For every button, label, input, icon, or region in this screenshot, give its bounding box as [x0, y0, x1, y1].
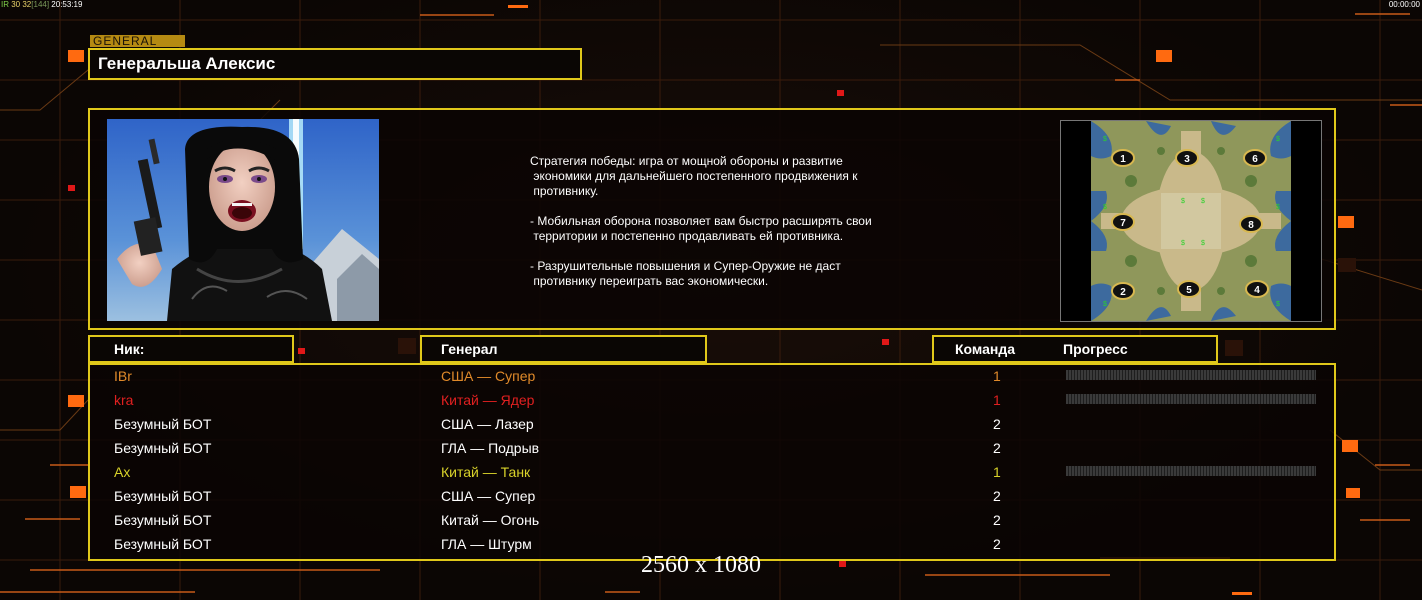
player-team: 2	[993, 440, 1001, 456]
column-header-nick-label: Ник:	[114, 341, 145, 357]
start-position-label: 4	[1254, 285, 1260, 296]
svg-text:$: $	[1276, 136, 1280, 143]
player-team: 1	[993, 464, 1001, 480]
hud-stat-c: [144]	[31, 0, 50, 9]
column-header-team-label: Команда	[955, 341, 1015, 357]
svg-text:$: $	[1201, 198, 1205, 205]
player-general: США — Супер	[441, 368, 536, 384]
player-nick: Безумный БОТ	[114, 512, 212, 528]
player-nick: Безумный БОТ	[114, 536, 212, 552]
table-row[interactable]	[90, 486, 1334, 510]
start-position-label: 2	[1120, 287, 1126, 298]
hud-timer: 00:00:00	[1388, 0, 1420, 9]
player-nick: Безумный БОТ	[114, 488, 212, 504]
player-nick: IBr	[114, 368, 132, 384]
player-team: 2	[993, 512, 1001, 528]
player-team: 2	[993, 488, 1001, 504]
player-general: Китай — Огонь	[441, 512, 540, 528]
players-table	[88, 363, 1336, 561]
table-row[interactable]	[90, 438, 1334, 462]
hud-stat-b: 30 32	[11, 0, 32, 9]
column-header-general[interactable]	[420, 335, 707, 363]
start-position-label: 1	[1120, 154, 1126, 165]
svg-text:$: $	[1181, 240, 1185, 247]
player-nick: Безумный БОТ	[114, 440, 212, 456]
player-team: 1	[993, 368, 1001, 384]
column-header-general-label: Генерал	[441, 341, 498, 357]
player-nick: Ax	[114, 464, 131, 480]
table-row[interactable]	[90, 462, 1334, 486]
general-description: Стратегия победы: игра от мощной обороны и развитие экономики для дальнейшего постепенного продвижения к противнику. - Мобильная оборона позволяет вам быстро расширять свои территории и постепенно продавливать ей противника. - Разрушительные повышения и Супер-Оружие не даст противнику переиграть вас экономически.	[530, 154, 872, 288]
start-position-label: 3	[1184, 154, 1190, 165]
hud-clock: 20:53:19	[51, 0, 83, 9]
player-progress-bar	[1066, 394, 1316, 404]
player-team: 2	[993, 536, 1001, 552]
column-header-nick[interactable]	[88, 335, 294, 363]
player-team: 1	[993, 392, 1001, 408]
table-row[interactable]	[90, 510, 1334, 534]
start-position-label: 8	[1248, 220, 1254, 231]
table-row[interactable]	[90, 390, 1334, 414]
svg-text:$: $	[1181, 198, 1185, 205]
player-team: 2	[993, 416, 1001, 432]
svg-text:$: $	[1103, 301, 1107, 308]
svg-text:$: $	[1276, 301, 1280, 308]
start-position-label: 6	[1252, 154, 1258, 165]
player-general: США — Лазер	[441, 416, 534, 432]
svg-text:$: $	[1276, 204, 1280, 211]
start-position-label: 7	[1120, 218, 1126, 229]
resolution-label: 2560 x 1080	[641, 552, 761, 578]
start-position-label: 5	[1186, 285, 1192, 296]
column-header-progress-label: Прогресс	[1063, 341, 1128, 357]
player-general: Китай — Танк	[441, 464, 531, 480]
column-header-team-progress[interactable]	[932, 335, 1218, 363]
hud-stats	[1, 0, 82, 9]
player-general: Китай — Ядер	[441, 392, 535, 408]
player-nick: Безумный БОТ	[114, 416, 212, 432]
general-name: Генеральша Алексис	[98, 54, 276, 73]
player-progress-bar	[1066, 370, 1316, 380]
svg-text:$: $	[1201, 240, 1205, 247]
table-row[interactable]	[90, 366, 1334, 390]
player-general: США — Супер	[441, 488, 536, 504]
general-tag: GENERAL	[90, 35, 185, 47]
table-row[interactable]	[90, 414, 1334, 438]
general-name-panel	[88, 48, 582, 80]
general-info-panel	[88, 108, 1336, 330]
player-general: ГЛА — Подрыв	[441, 440, 540, 456]
minimap	[1060, 120, 1322, 322]
svg-text:$: $	[1103, 136, 1107, 143]
hud-stat-a: IR	[1, 0, 9, 9]
general-portrait	[107, 119, 379, 321]
player-general: ГЛА — Штурм	[441, 536, 532, 552]
svg-text:$: $	[1103, 204, 1107, 211]
player-nick: kra	[114, 392, 134, 408]
player-progress-bar	[1066, 466, 1316, 476]
